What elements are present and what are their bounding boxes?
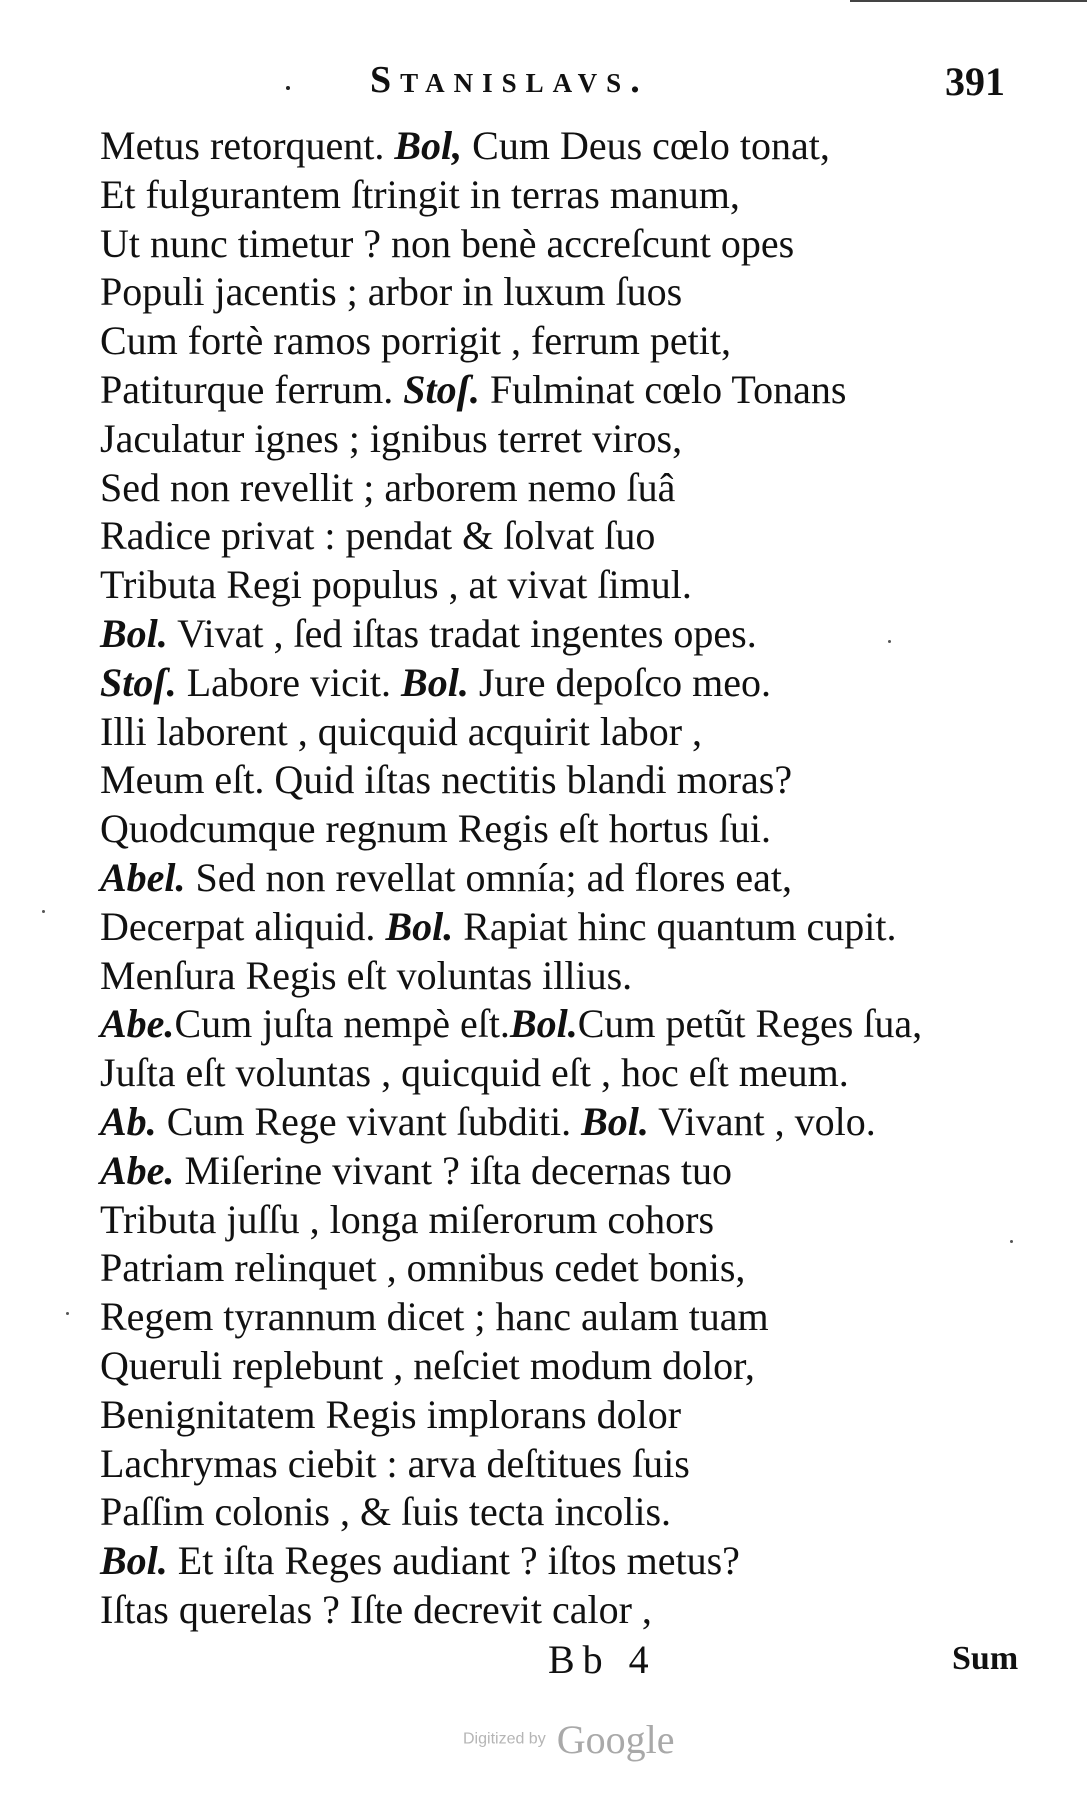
digitized-watermark bbox=[463, 1716, 675, 1766]
verse-line bbox=[100, 1147, 1050, 1196]
verse-text: Menſura Regis eſt voluntas illius. bbox=[100, 952, 633, 998]
verse-line bbox=[100, 1586, 1050, 1635]
verse-line bbox=[100, 171, 1050, 220]
verse-text: Radice privat : pendat & ſolvat ſuo bbox=[100, 513, 656, 559]
verse-text: Cum petũt Reges ſua, bbox=[577, 1001, 923, 1047]
verse-line bbox=[100, 708, 1050, 757]
verse-line bbox=[100, 512, 1050, 561]
verse-line bbox=[100, 903, 1050, 952]
verse-line bbox=[100, 268, 1050, 317]
verse-text: Tributa juſſu , longa miſerorum cohors bbox=[100, 1196, 715, 1242]
verse-text: Rapiat hinc quantum cupit. bbox=[453, 903, 897, 949]
speaker-label: Abe. bbox=[100, 1147, 175, 1193]
verse-line bbox=[100, 805, 1050, 854]
verse-text: Jaculatur ignes ; ignibus terret viros, bbox=[100, 415, 683, 461]
verse-text: Vivat , ſed iſtas tradat ingentes opes. bbox=[167, 610, 757, 656]
speaker-label: Abel. bbox=[100, 854, 186, 900]
verse-text: Et iſta Reges audiant ? iſtos metus? bbox=[167, 1538, 740, 1584]
verse-line bbox=[100, 1196, 1050, 1245]
verse-text: Queruli replebunt , neſciet modum dolor, bbox=[100, 1342, 755, 1388]
verse-line bbox=[100, 952, 1050, 1001]
verse-list bbox=[100, 122, 1050, 1635]
verse-line bbox=[100, 610, 1050, 659]
watermark-brand: Google bbox=[556, 1717, 675, 1762]
verse-line bbox=[100, 561, 1050, 610]
verse-text: Jure depoſco meo. bbox=[468, 659, 771, 705]
verse-text: Tributa Regi populus , at vivat ſimul. bbox=[100, 562, 692, 608]
verse-text: Juſta eſt voluntas , quicquid eſt , hoc eſt meum. bbox=[100, 1050, 849, 1096]
speaker-label: Bol, bbox=[394, 123, 463, 168]
verse-text: Cum fortè ramos porrigit , ferrum petit, bbox=[100, 318, 731, 364]
speaker-label: Ab. bbox=[100, 1098, 157, 1144]
verse-line bbox=[100, 756, 1050, 805]
paper-speck bbox=[1010, 1240, 1013, 1243]
verse-text: Benignitatem Regis implorans dolor bbox=[100, 1391, 682, 1437]
running-title: Stanislavs. bbox=[370, 59, 649, 101]
verse-text: Regem tyrannum dicet ; hanc aulam tuam bbox=[100, 1294, 769, 1340]
verse-text: Cum juſta nempè eſt. bbox=[174, 1001, 510, 1047]
verse-line bbox=[100, 1342, 1050, 1391]
verse-line bbox=[100, 1000, 1050, 1049]
verse-line bbox=[100, 1049, 1050, 1098]
verse-line bbox=[100, 659, 1050, 708]
verse-line bbox=[100, 122, 1050, 171]
verse-text: Fulminat cœlo Tonans bbox=[479, 366, 847, 412]
speaker-label: Bol. bbox=[581, 1098, 649, 1144]
verse-line bbox=[100, 464, 1050, 513]
verse-line bbox=[100, 1244, 1050, 1293]
speaker-label: Stoſ. bbox=[100, 659, 177, 705]
verse-text: Paſſim colonis , & ſuis tecta incolis. bbox=[100, 1489, 672, 1535]
verse-line bbox=[100, 366, 1050, 415]
signature-mark: Bb 4 bbox=[548, 1637, 657, 1682]
verse-text: Vivant , volo. bbox=[648, 1098, 876, 1144]
verse-text: Et fulgurantem ſtringit in terras manum, bbox=[100, 171, 740, 217]
verse-line bbox=[100, 1293, 1050, 1342]
speaker-label: Stoſ. bbox=[403, 366, 480, 412]
catchword: Sum bbox=[952, 1640, 1019, 1677]
paper-speck bbox=[66, 1312, 69, 1315]
paper-speck bbox=[42, 910, 45, 913]
verse-line bbox=[100, 1098, 1050, 1147]
verse-line bbox=[100, 1440, 1050, 1489]
speaker-label: Bol. bbox=[509, 1001, 578, 1047]
page-header bbox=[0, 58, 1087, 118]
page-footer bbox=[0, 1636, 1087, 1696]
verse-text: Lachrymas ciebit : arva deſtitues ſuis bbox=[100, 1440, 690, 1486]
speaker-label: Bol. bbox=[401, 659, 469, 705]
verse-line bbox=[100, 220, 1050, 269]
verse-text: Cum Rege vivant ſubditi. bbox=[156, 1098, 582, 1144]
verse-text: Patiturque ferrum. bbox=[100, 366, 404, 412]
verse-text: Meum eſt. Quid iſtas nectitis blandi moras? bbox=[100, 757, 793, 803]
speaker-label: Bol. bbox=[100, 1538, 168, 1584]
verse-text: Cum Deus cœlo tonat, bbox=[462, 123, 830, 168]
verse-text: Miſerine vivant ? iſta decernas tuo bbox=[174, 1147, 733, 1193]
verse-text: Metus retorquent. bbox=[100, 123, 395, 168]
speaker-label: Bol. bbox=[385, 903, 454, 949]
paper-speck bbox=[888, 640, 891, 643]
verse-text: Illi laborent , quicquid acquirit labor , bbox=[100, 708, 703, 754]
page-number: 391 bbox=[945, 59, 1005, 104]
verse-text: Labore vicit. bbox=[176, 659, 402, 705]
verse-text: Ut nunc timetur ? non benè accreſcunt opes bbox=[100, 220, 795, 266]
verse-line bbox=[100, 1391, 1050, 1440]
header-ornament-dot bbox=[286, 86, 290, 90]
verse-text: Sed non revellit ; arborem nemo ſuâ bbox=[100, 464, 676, 510]
verse-line bbox=[100, 1537, 1050, 1586]
top-edge-rule bbox=[850, 0, 1087, 8]
verse-line bbox=[100, 415, 1050, 464]
verse-line bbox=[100, 317, 1050, 366]
verse-text: Populi jacentis ; arbor in luxum ſuos bbox=[100, 269, 683, 315]
verse-text: Iſtas querelas ? Iſte decrevit calor , bbox=[100, 1586, 652, 1632]
verse-line bbox=[100, 854, 1050, 903]
watermark-prefix: Digitized by bbox=[463, 1730, 546, 1748]
verse-line bbox=[100, 1488, 1050, 1537]
verse-text: Quodcumque regnum Regis eſt hortus ſui. bbox=[100, 806, 772, 852]
verse-text: Patriam relinquet , omnibus cedet bonis, bbox=[100, 1245, 746, 1291]
verse-text: Sed non revellat omnía; ad flores eat, bbox=[185, 854, 793, 900]
verse-text: Decerpat aliquid. bbox=[100, 903, 386, 949]
speaker-label: Bol. bbox=[100, 610, 168, 656]
speaker-label: Abe. bbox=[100, 1001, 175, 1047]
